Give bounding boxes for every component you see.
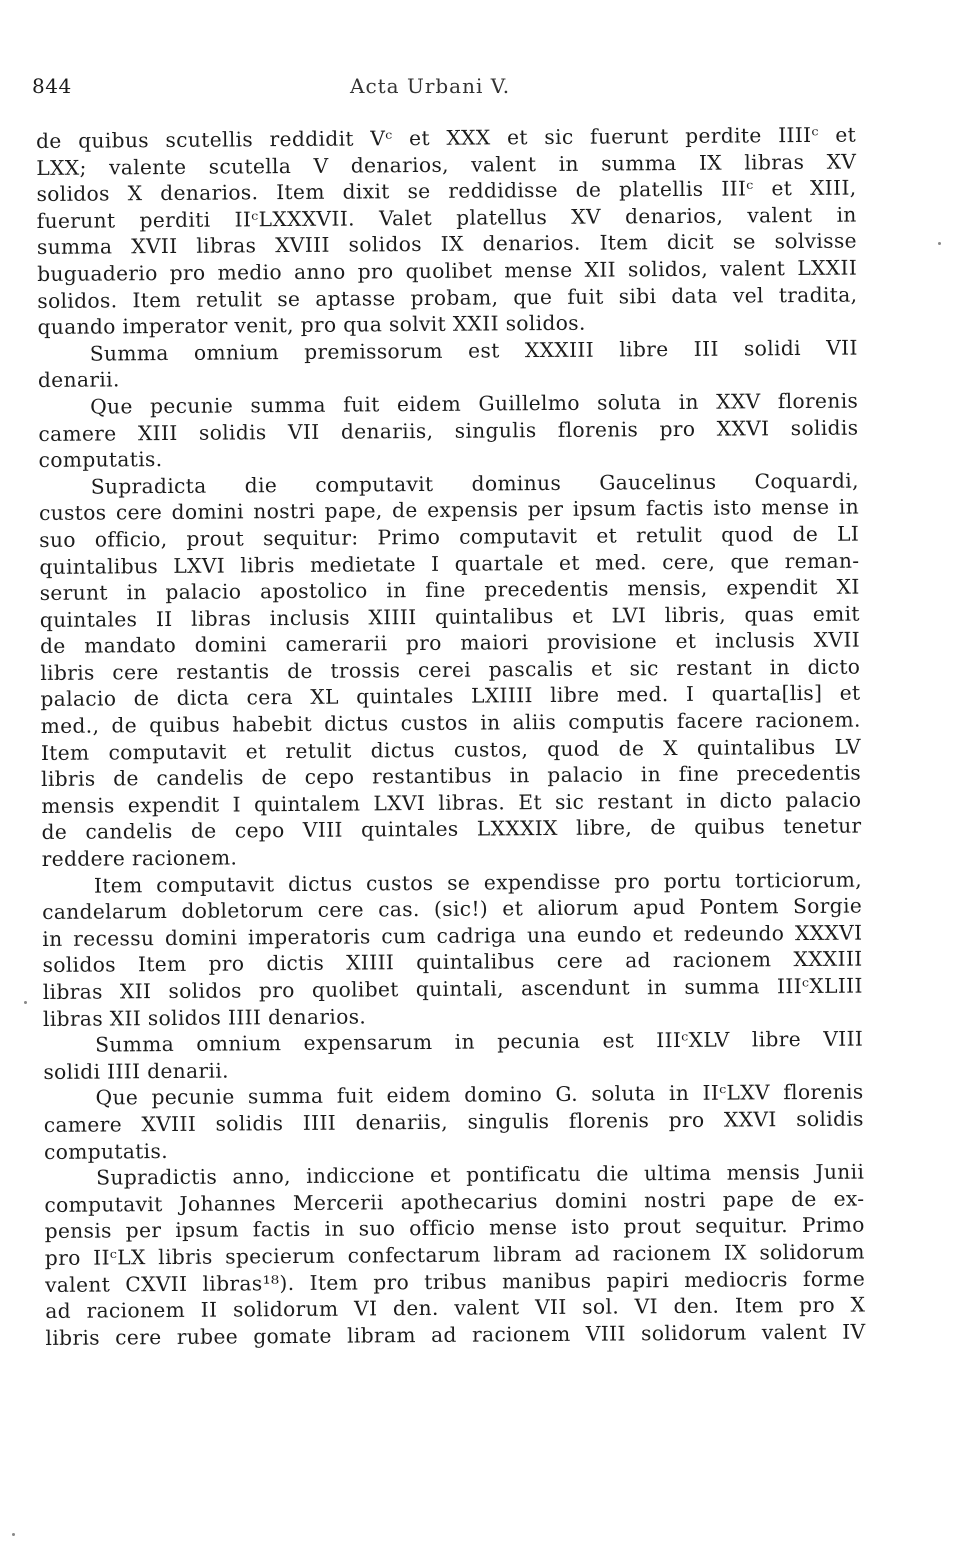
text-line: solidos. Item retulit se aptasse probam, que fuit sibi data vel tradita,: [37, 282, 858, 313]
text-line: libris cere rubee gomate libram ad racionem VIII solidorum valent IV: [45, 1319, 866, 1350]
text-line: serunt in palacio apostolico in fine precedentis mensis, expendit XI: [39, 574, 860, 606]
text-line: pensis per ipsum factis in suo officio mense isto prout sequitur. Primo: [44, 1212, 865, 1244]
text-line: mensis expendit I quintalem LXVI libras. Et sic restant in dicto palacio: [41, 787, 862, 818]
text-line: valent CXVII libras¹⁸). Item pro tribus manibus papiri mediocris forme: [44, 1266, 866, 1297]
text-line: Supradictis anno, indiccione et pontificatu die ultima mensis Junii: [96, 1159, 865, 1190]
text-line: denarii.: [37, 367, 120, 393]
text-line: Supradicta die computavit dominus Gaucelinus Coquardi,: [90, 468, 859, 499]
text-line: libris cere restantis de trossis cerei pascalis et sic restant in dicto: [40, 654, 861, 685]
text-line: Summa omnium expensarum in pecunia est IIIᶜXLV libre VIII: [95, 1026, 864, 1057]
page-number: 844: [32, 74, 72, 98]
text-line: custos cere domini nostri pape, de expensis per ipsum factis isto mense in: [38, 494, 860, 526]
text-line: computavit Johannes Mercerii apothecarius domini nostri pape de ex-: [44, 1186, 865, 1217]
text-line: summa XVII libras XVIII solidos IX denarios. Item dicit se solvisse: [36, 228, 858, 260]
page-header: [32, 74, 852, 104]
text-line: in recessu domini imperatoris cum cadriga una eundo et redeundo XXXVI: [42, 920, 863, 951]
running-title: Acta Urbani V.: [350, 74, 511, 98]
text-line: palacio de dicta cera XL quintales LXIIII libre med. I quarta[lis] et: [40, 681, 861, 712]
text-line: computatis.: [43, 1138, 169, 1164]
text-line: quintales II libras inclusis XIIII quintalibus et LVI libris, quas emit: [39, 601, 860, 632]
text-line: suo officio, prout sequitur: Primo computavit et retulit quod de LI: [39, 521, 860, 552]
text-line: LXX; valente scutella V denarios, valent in summa IX libras XV: [36, 149, 857, 180]
text-line: solidos Item pro dictis XIIII quintalibus cere ad racionem XXXIII: [42, 946, 863, 978]
text-line: ad racionem II solidorum VI den. valent VII sol. VI den. Item pro X: [45, 1292, 866, 1324]
text-line: libris de candelis de cepo restantibus in palacio in fine precedentis: [41, 760, 862, 792]
text-line: fuerunt perditi IIᶜLXXXVII. Valet platellus XV denarios, valent in: [36, 202, 857, 233]
text-line: Que pecunie summa fuit eidem domino G. soluta in IIᶜLXV florenis: [95, 1079, 864, 1110]
text-line: camere XVIII solidis IIII denariis, singulis florenis pro XXVI solidis: [43, 1106, 864, 1137]
text-line: Summa omnium premissorum est XXXIII libre III solidi VII: [89, 335, 858, 366]
body-text: [36, 122, 866, 1352]
margin-speck: [938, 242, 941, 245]
text-line: camere XIII solidis VII denariis, singulis florenis pro XXVI solidis: [38, 415, 859, 446]
text-line: libras XII solidos IIII denarios.: [42, 1004, 367, 1031]
text-line: pro IIᶜLX libris specierum confectarum libram ad racionem IX solidorum: [44, 1239, 865, 1270]
text-line: buguaderio pro medio anno pro quolibet mense XII solidos, valent LXXII: [37, 255, 858, 286]
text-line: libras XII solidos pro quolibet quintali, ascendunt in summa IIIᶜXLIII: [42, 973, 863, 1004]
text-line: Item computavit et retulit dictus custos, quod de X quintalibus LV: [40, 734, 861, 765]
text-line: Que pecunie summa fuit eidem Guillelmo soluta in XXV florenis: [90, 388, 859, 419]
text-line: solidos X denarios. Item dixit se reddidisse de platellis IIIᶜ et XIII,: [36, 175, 857, 207]
text-line: med., de quibus habebit dictus custos in aliis computis facere racionem.: [40, 707, 861, 739]
text-line: de candelis de cepo VIII quintales LXXXIX libre, de quibus tenetur: [41, 813, 862, 845]
text-line: quintalibus LXVI libris medietate I quartale et med. cere, que reman-: [39, 548, 860, 579]
text-line: Item computavit dictus custos se expendisse pro portu torticiorum,: [93, 867, 863, 898]
text-line: quando imperator venit, pro qua solvit XXII solidos.: [37, 310, 586, 340]
text-line: computatis.: [38, 447, 163, 473]
text-line: de mandato domini camerarii pro maiori provisione et inclusis XVII: [39, 627, 861, 659]
margin-speck: [24, 1001, 27, 1004]
margin-speck: [12, 1533, 15, 1536]
text-line: de quibus scutellis reddidit Vᶜ et XXX et sic fuerunt perdite IIIIᶜ et: [36, 122, 857, 153]
text-line: reddere racionem.: [41, 845, 238, 872]
text-line: solidi IIII denarii.: [43, 1058, 229, 1084]
text-line: candelarum dobletorum cere cas. (sic!) et aliorum apud Pontem Sorgie: [42, 893, 863, 925]
